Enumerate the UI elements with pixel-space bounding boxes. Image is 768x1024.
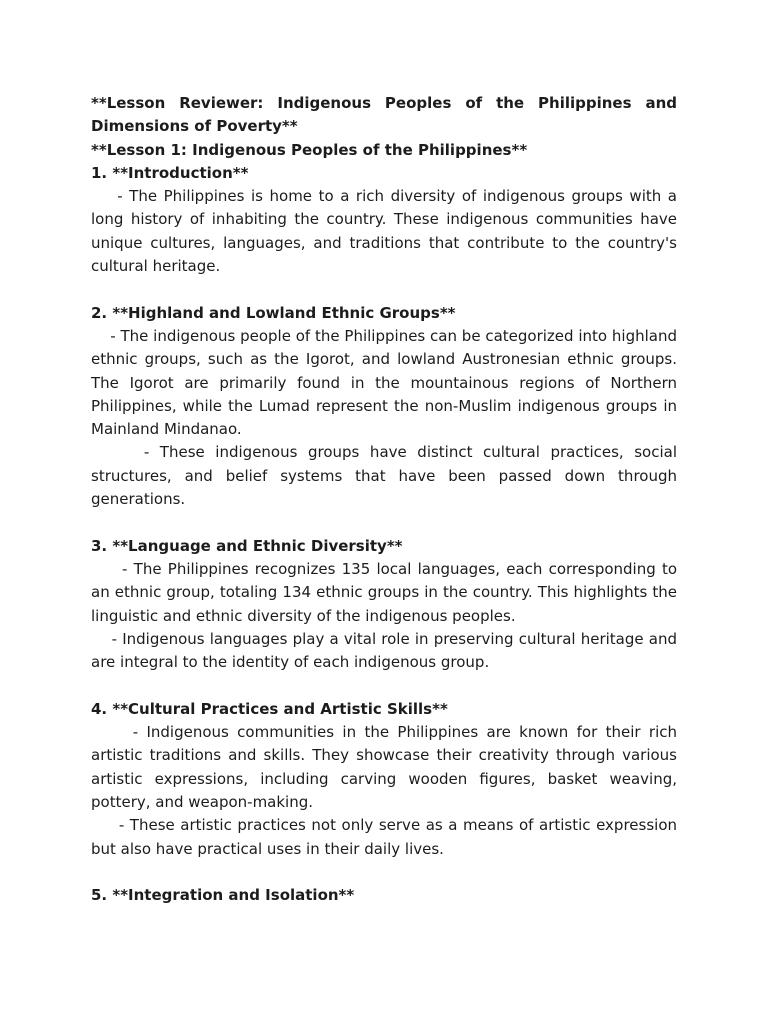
paragraph-introduction: - The Philippines is home to a rich diversity of indigenous groups with a long history of inhabiting the country. These indigenous communities have unique cultures, languages, and traditions that contribute to the country's cultural heritage. <box>91 187 682 276</box>
section-heading-cultural-practices: 4. **Cultural Practices and Artistic Skills** <box>91 699 448 718</box>
paragraph-highland-lowland-1: - The indigenous people of the Philippines can be categorized into highland ethnic groups, such as the Igorot, and lowland Austronesian ethnic groups. The Igorot are primarily found in the mountainous regions of Northern Philippines, while the Lumad represent the non-Muslim indigenous groups in Mainland Mindanao. <box>91 326 682 439</box>
paragraph-spacer <box>91 861 677 884</box>
paragraph-cultural-practices-1: - Indigenous communities in the Philippines are known for their rich artistic traditions and skills. They showcase their creativity through various artistic expressions, including carving wooden figures, basket weaving, pottery, and weapon-making. <box>91 723 682 811</box>
paragraph-spacer <box>91 278 677 301</box>
paragraph-cultural-practices-2: - These artistic practices not only serve as a means of artistic expression but also have practical uses in their daily lives. <box>91 816 682 858</box>
document-page <box>91 92 682 907</box>
document-title: **Lesson Reviewer: Indigenous Peoples of the Philippines and Dimensions of Poverty** <box>91 94 677 136</box>
lesson-heading: **Lesson 1: Indigenous Peoples of the Philippines** <box>91 140 528 159</box>
paragraph-language-diversity-1: - The Philippines recognizes 135 local languages, each corresponding to an ethnic group, totaling 134 ethnic groups in the country. This highlights the linguistic and ethnic diversity of the indigenous peoples. <box>91 559 682 625</box>
paragraph-highland-lowland-2: - These indigenous groups have distinct cultural practices, social structures, and belief systems that have been passed down through generations. <box>91 443 682 509</box>
section-heading-highland-lowland: 2. **Highland and Lowland Ethnic Groups** <box>91 303 456 322</box>
paragraph-spacer <box>91 674 677 697</box>
section-heading-integration-isolation: 5. **Integration and Isolation** <box>91 886 355 905</box>
section-heading-introduction: 1. **Introduction** <box>91 163 249 182</box>
paragraph-language-diversity-2: - Indigenous languages play a vital role in preserving cultural heritage and are integral to the identity of each indigenous group. <box>91 629 682 672</box>
paragraph-spacer <box>91 511 677 534</box>
section-heading-language-diversity: 3. **Language and Ethnic Diversity** <box>91 536 403 555</box>
